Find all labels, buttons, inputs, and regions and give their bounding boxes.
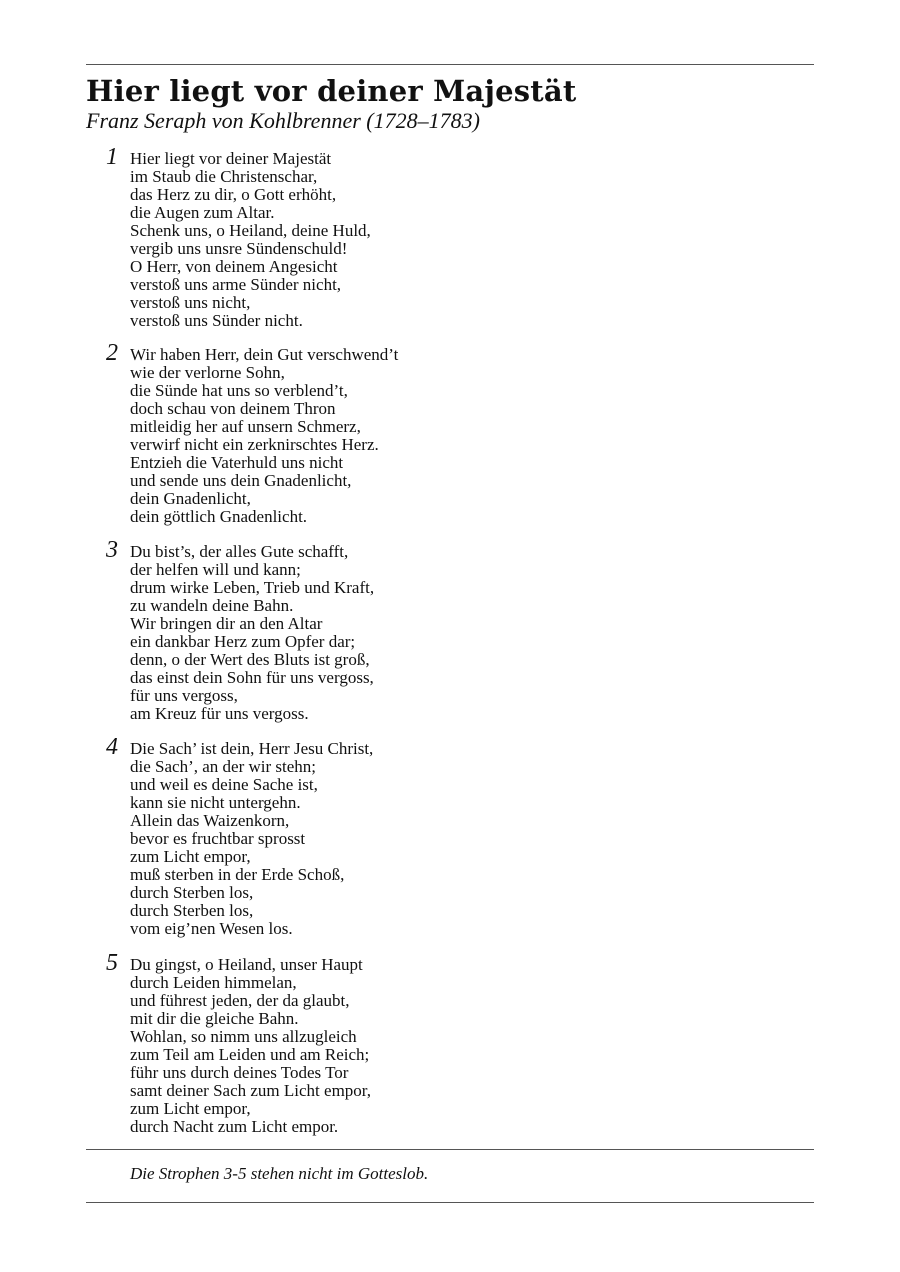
hymn-author: Franz Seraph von Kohlbrenner (1728–1783) — [86, 108, 480, 133]
verse-line: denn, o der Wert des Bluts ist groß, — [130, 650, 370, 669]
verse-line: zum Licht empor, — [130, 1099, 251, 1118]
verse-line: Wohlan, so nimm uns allzugleich — [130, 1027, 357, 1046]
verse-line: vergib uns unsre Sündenschuld! — [130, 239, 348, 258]
verse-line: bevor es fruchtbar sprosst — [130, 829, 306, 848]
verse-line: und sende uns dein Gnadenlicht, — [130, 471, 352, 490]
verse-line: dein göttlich Gnadenlicht. — [130, 507, 308, 526]
verse-line: doch schau von deinem Thron — [130, 399, 336, 418]
verse-line: im Staub die Christenschar, — [130, 167, 318, 186]
verse-line: mitleidig her auf unsern Schmerz, — [130, 417, 361, 436]
stanza-lines — [130, 346, 398, 526]
verse-line: verstoß uns arme Sünder nicht, — [130, 275, 342, 294]
footnote: Die Strophen 3-5 stehen nicht im Gotteslob. — [130, 1164, 429, 1183]
stanza-lines — [130, 956, 371, 1136]
verse-line: die Augen zum Altar. — [130, 203, 275, 222]
verse-line: das einst dein Sohn für uns vergoss, — [130, 668, 374, 687]
stanza-number: 3 — [106, 537, 118, 563]
verse-line: für uns vergoss, — [130, 686, 238, 705]
verse-line: und führest jeden, der da glaubt, — [130, 991, 350, 1010]
verse-line: samt deiner Sach zum Licht empor, — [130, 1081, 372, 1100]
verse-line: Schenk uns, o Heiland, deine Huld, — [130, 221, 371, 240]
verse-line: durch Sterben los, — [130, 901, 254, 920]
verse-line: muß sterben in der Erde Schoß, — [130, 865, 345, 884]
bottom-divider — [86, 1202, 814, 1203]
verse-line: O Herr, von deinem Angesicht — [130, 257, 338, 276]
stanza-number: 4 — [106, 734, 118, 760]
hymn-title: Hier liegt vor deiner Majestät — [86, 74, 577, 108]
stanza-number: 1 — [106, 144, 118, 170]
verse-line: Allein das Waizenkorn, — [130, 811, 290, 830]
verse-line: durch Leiden himmelan, — [130, 973, 297, 992]
verse-line: verwirf nicht ein zerknirschtes Herz. — [130, 435, 379, 454]
verse-line: Du gingst, o Heiland, unser Haupt — [130, 955, 363, 974]
verse-line: zum Licht empor, — [130, 847, 251, 866]
stanza-lines — [130, 543, 374, 723]
verse-line: mit dir die gleiche Bahn. — [130, 1009, 299, 1028]
verse-line: am Kreuz für uns vergoss. — [130, 704, 309, 723]
verse-line: kann sie nicht untergehn. — [130, 793, 301, 812]
verse-line: zu wandeln deine Bahn. — [130, 596, 294, 615]
verse-line: Die Sach’ ist dein, Herr Jesu Christ, — [130, 739, 374, 758]
verse-line: die Sünde hat uns so verblend’t, — [130, 381, 348, 400]
verse-line: und weil es deine Sache ist, — [130, 775, 318, 794]
verse-line: führ uns durch deines Todes Tor — [130, 1063, 349, 1082]
verse-line: verstoß uns Sünder nicht. — [130, 311, 303, 330]
top-divider — [86, 64, 814, 65]
verse-line: zum Teil am Leiden und am Reich; — [130, 1045, 370, 1064]
verse-line: durch Sterben los, — [130, 883, 254, 902]
verse-line: Wir bringen dir an den Altar — [130, 614, 323, 633]
verse-line: Hier liegt vor deiner Majestät — [130, 149, 332, 168]
verse-line: durch Nacht zum Licht empor. — [130, 1117, 339, 1136]
verse-line: dein Gnadenlicht, — [130, 489, 251, 508]
verse-line: Entzieh die Vaterhuld uns nicht — [130, 453, 344, 472]
stanza-number: 5 — [106, 950, 118, 976]
verse-line: verstoß uns nicht, — [130, 293, 251, 312]
verse-line: vom eig’nen Wesen los. — [130, 919, 293, 938]
stanza-number: 2 — [106, 340, 118, 366]
stanza-lines — [130, 150, 371, 330]
verse-line: das Herz zu dir, o Gott erhöht, — [130, 185, 337, 204]
verse-line: ein dankbar Herz zum Opfer dar; — [130, 632, 356, 651]
verse-line: wie der verlorne Sohn, — [130, 363, 285, 382]
verse-line: drum wirke Leben, Trieb und Kraft, — [130, 578, 375, 597]
middle-divider — [86, 1149, 814, 1150]
verse-line: Wir haben Herr, dein Gut verschwend’t — [130, 345, 399, 364]
stanza-lines — [130, 740, 373, 938]
verse-line: Du bist’s, der alles Gute schafft, — [130, 542, 349, 561]
verse-line: der helfen will und kann; — [130, 560, 301, 579]
verse-line: die Sach’, an der wir stehn; — [130, 757, 316, 776]
